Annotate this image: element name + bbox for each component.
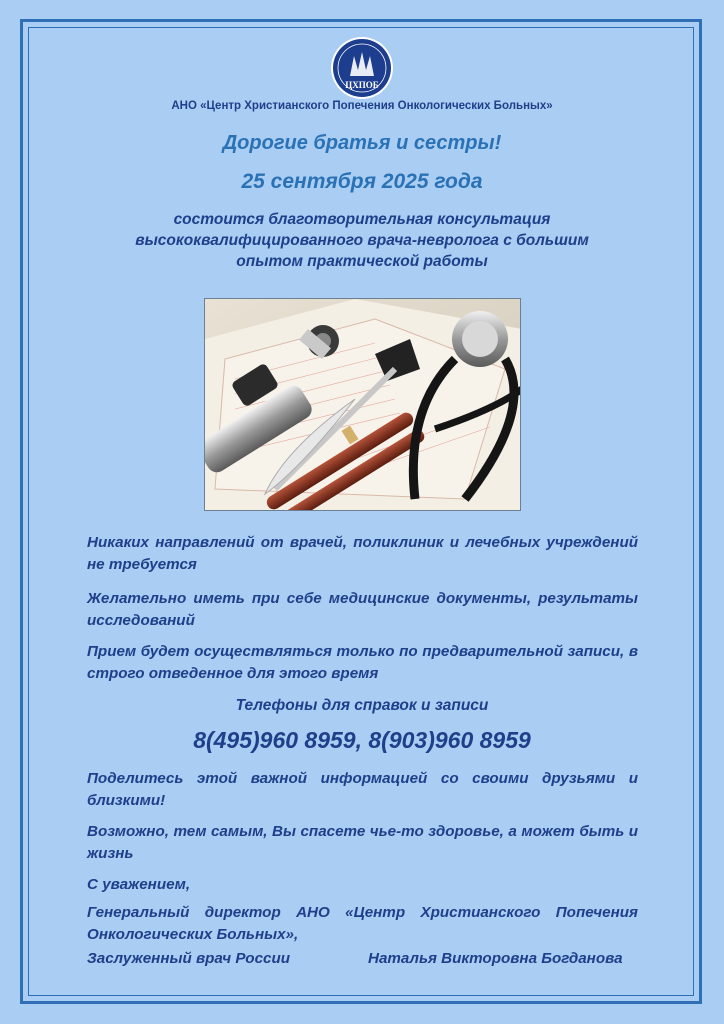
greeting-heading: Дорогие братья и сестры! bbox=[222, 132, 502, 154]
info-documents: Желательно иметь при себе медицинские документы, результаты исследований bbox=[87, 590, 638, 629]
signature-title: Заслуженный врач России bbox=[87, 950, 291, 967]
medical-instruments-photo bbox=[204, 298, 521, 511]
info-no-referral: Никаких направлений от врачей, поликлиник и лечебных учреждений не требуется bbox=[87, 534, 638, 573]
logo-text: ЦХПОБ bbox=[345, 80, 379, 90]
signature-regards: С уважением, bbox=[87, 876, 191, 893]
phones-label: Телефоны для справок и записи bbox=[235, 697, 489, 714]
organization-name: АНО «Центр Христианского Попечения Онкологических Больных» bbox=[171, 100, 553, 112]
share-request: Поделитесь этой важной информацией со своими друзьями и близкими! bbox=[87, 770, 638, 809]
share-motivation: Возможно, тем самым, Вы спасете чье-то здоровье, а может быть и жизнь bbox=[87, 823, 638, 862]
event-description: состоится благотворительная консультация высококвалифицированного врача-невролога с большим опытом практической работы bbox=[135, 211, 589, 270]
signature-name: Наталья Викторовна Богданова bbox=[368, 950, 623, 967]
info-appointment: Прием будет осуществляться только по предварительной записи, в строго отведенное для этого время bbox=[87, 643, 638, 682]
phone-numbers: 8(495)960 8959, 8(903)960 8959 bbox=[193, 727, 531, 753]
signature-position: Генеральный директор АНО «Центр Христианского Попечения Онкологических Больных», bbox=[87, 904, 638, 943]
event-date: 25 сентября 2025 года bbox=[241, 170, 483, 193]
organization-logo bbox=[330, 36, 394, 100]
